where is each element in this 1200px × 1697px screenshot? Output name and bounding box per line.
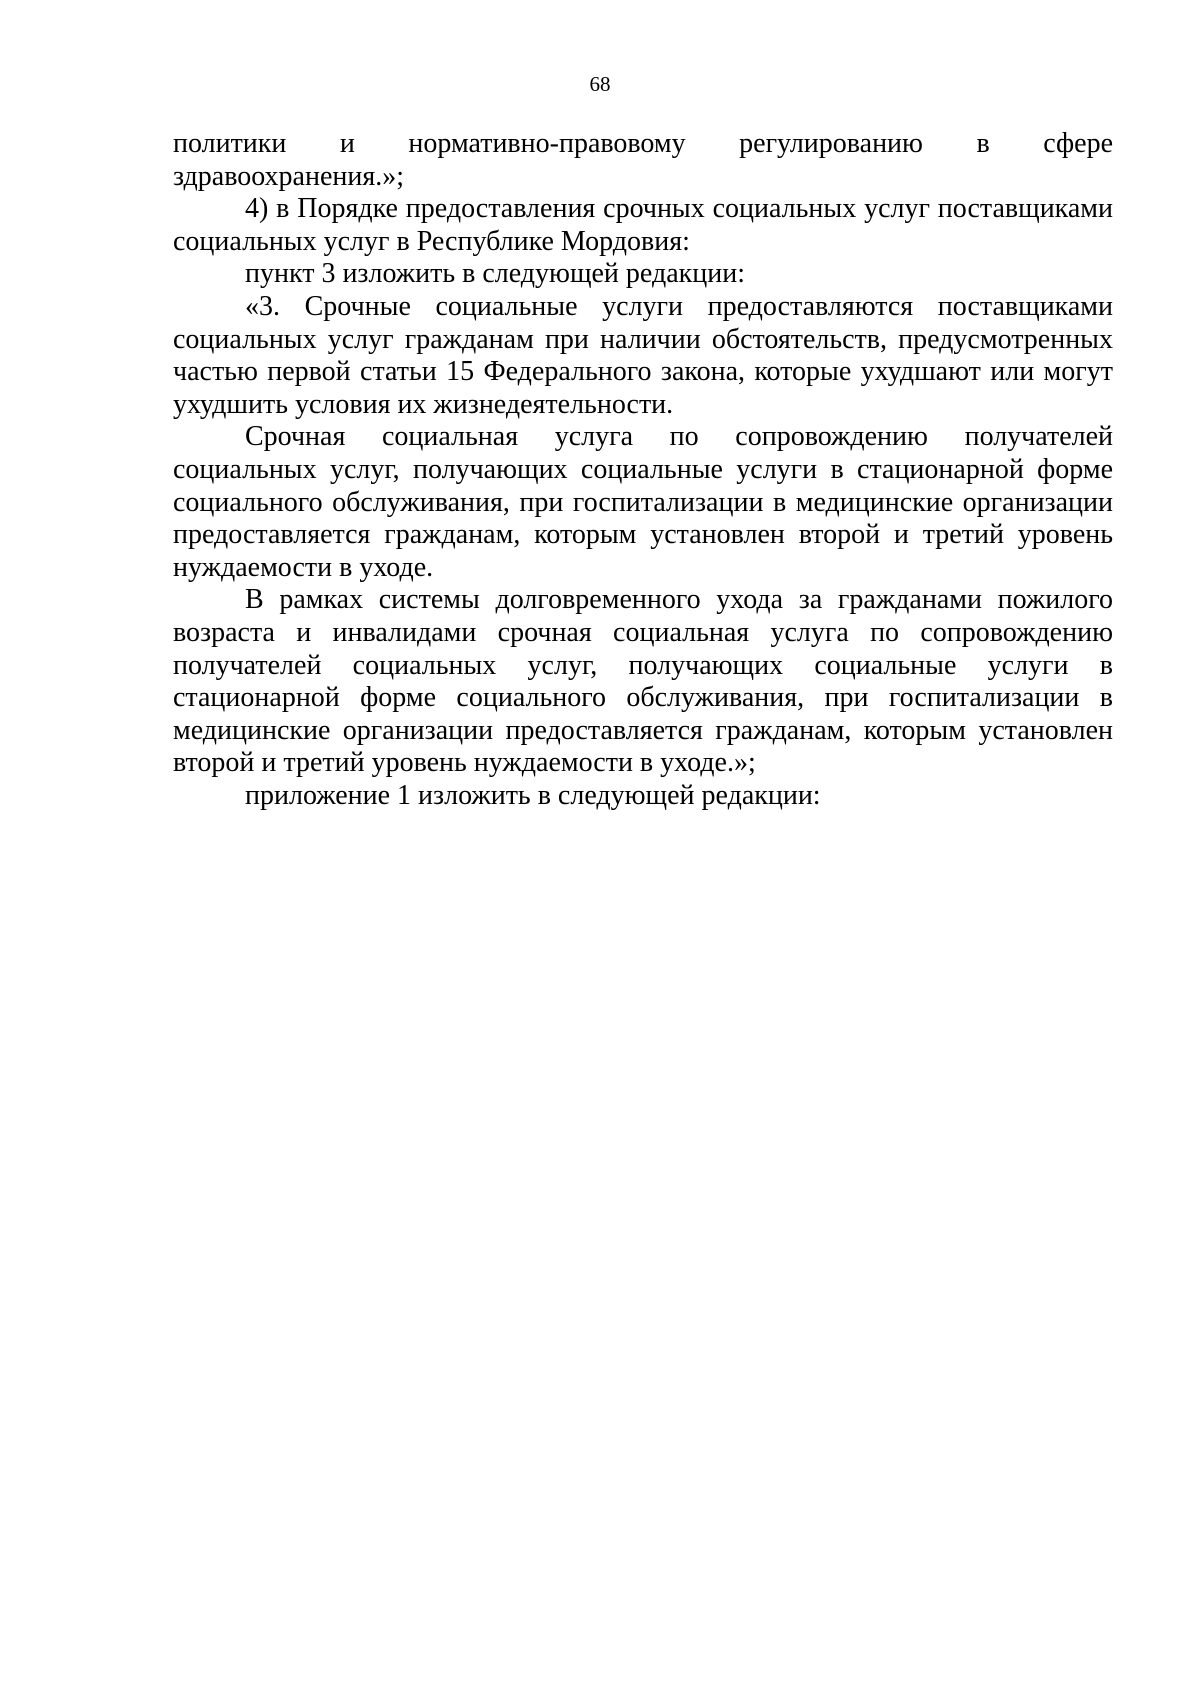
- paragraph: политики и нормативно-правовому регулированию в сфере здравоохранения.»;: [173, 128, 1113, 192]
- document-body: [173, 128, 1113, 812]
- paragraph: приложение 1 изложить в следующей редакции:: [245, 779, 821, 811]
- paragraph: пункт 3 изложить в следующей редакции:: [245, 258, 745, 290]
- paragraph: В рамках системы долговременного ухода за гражданами пожилого возраста и инвалидами срочная социальная услуга по сопровождению получателей социальных услуг, получающих социальные услуги в стационарной форме социального обслуживания, при госпитализации в медицинские организации предоставляется гражданам, которым установлен второй и третий уровень нуждаемости в уходе.»;: [173, 584, 1113, 779]
- paragraph: Срочная социальная услуга по сопровождению получателей социальных услуг, получающих социальные услуги в стационарной форме социального обслуживания, при госпитализации в медицинские организации предоставляется гражданам, которым установлен второй и третий уровень нуждаемости в уходе.: [173, 421, 1113, 583]
- page-number: 68: [589, 72, 611, 96]
- paragraph: 4) в Порядке предоставления срочных социальных услуг поставщиками социальных услуг в Республике Мордовия:: [173, 193, 1113, 257]
- paragraph: «3. Срочные социальные услуги предоставляются поставщиками социальных услуг гражданам при наличии обстоятельств, предусмотренных частью первой статьи 15 Федерального закона, которые ухудшают или могут ухудшить условия их жизнедеятельности.: [173, 290, 1113, 420]
